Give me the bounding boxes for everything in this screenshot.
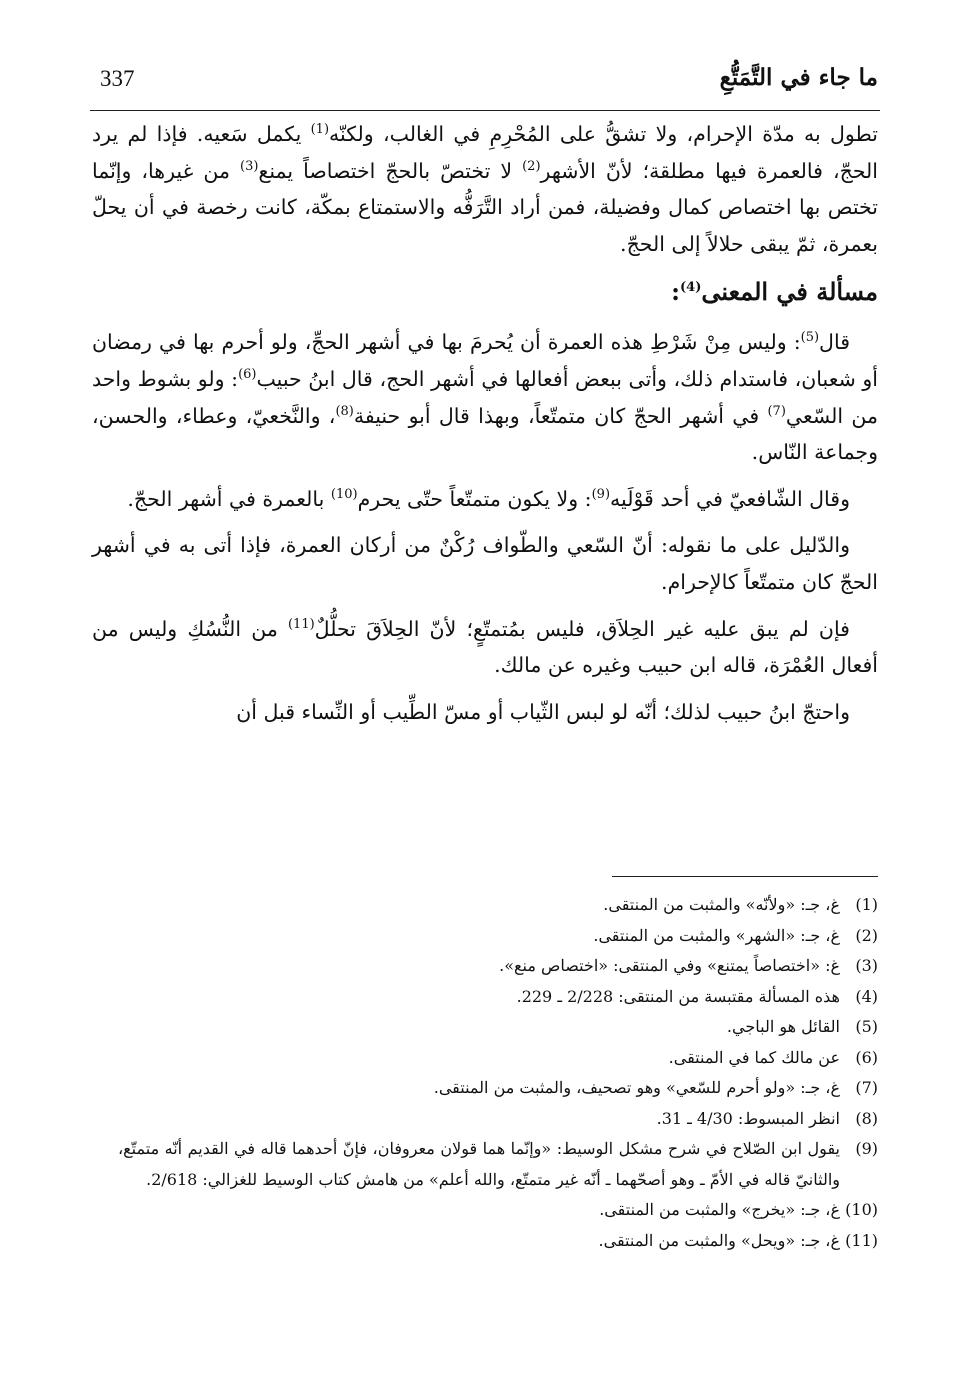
footnote-reference: (6)	[238, 367, 257, 383]
text-run: : ولو بشوط واحد من السّعي	[92, 366, 878, 428]
footnote	[118, 982, 878, 1013]
text-run: ، والنَّخعيّ، وعطاء، والحسن، وجماعة النّاس.	[92, 403, 878, 465]
text-run: يكمل سَعيه. فإذا لم يرد الحجّ، فالعمرة فيها مطلقة؛ لأنّ الأشهر	[92, 122, 879, 183]
footnote-reference: (11)	[287, 616, 315, 632]
footnote-reference: (5)	[800, 330, 820, 346]
footnote-reference: (2)	[522, 158, 541, 174]
footnote-number: (7)	[855, 1078, 878, 1097]
footnote-text: غ، جـ: «ويحل» والمثبت من المنتقى.	[598, 1230, 840, 1250]
footnote-reference: (8)	[335, 403, 354, 419]
text-run: بالعمرة في أشهر الحجّ.	[127, 486, 331, 511]
footnote-reference: (4)	[680, 280, 702, 296]
body-paragraph	[92, 116, 878, 262]
footnote	[118, 1012, 878, 1043]
text-run: : وليس مِنْ شَرْطِ هذه العمرة أن يُحرمَ بها في أشهر الحجِّ، ولو أحرم بها في رمضان أو شعبان، فاستدام ذلك، وأتى ببعض أفعالها في أشهر الحج، قال ابنُ حبيب	[92, 330, 878, 391]
text-run: قال	[819, 330, 850, 355]
text-run: تطول به مدّة الإحرام، ولا تشقُّ على المُحْرِمِ في الغالب، ولكنّه	[329, 122, 878, 146]
page-number: 337	[100, 66, 135, 91]
footnote-number: (6)	[855, 1047, 878, 1067]
footnote-text: القائل هو الباجي.	[726, 1017, 840, 1036]
footnote-text: غ، جـ: «ولو أحرم للسّعي» وهو تصحيف، والمثبت من المنتقى.	[433, 1078, 840, 1097]
footnote	[118, 1043, 878, 1074]
text-run: والدّليل على ما نقوله: أنّ السّعي والطّواف رُكْنٌ من أركان العمرة، فإذا أتى به في أشهر الحجّ كان متمتّعاً كالإحرام.	[92, 533, 878, 594]
footnote	[118, 890, 878, 921]
footnote-text: غ، جـ: «الشهر» والمثبت من المنتقى.	[593, 925, 840, 945]
footnote-reference: (1)	[310, 122, 330, 138]
footnote	[118, 1195, 878, 1226]
text-run: :	[671, 277, 681, 307]
footnote-number: (5)	[855, 1017, 878, 1036]
footnote	[118, 921, 878, 952]
section-heading	[92, 272, 878, 312]
text-run: مسألة في المعنى	[701, 277, 878, 307]
body-paragraph	[92, 481, 878, 518]
footnote-number: (10)	[845, 1200, 878, 1219]
footnote-reference: (9)	[591, 486, 611, 502]
footnote-reference: (7)	[767, 403, 786, 419]
footnote-number: (8)	[855, 1108, 878, 1128]
text-run: فإن لم يبق عليه غير الحِلاَق، فليس بمُتمتّعٍ؛ لأنّ الحِلاَقَ تحلُّلٌ	[314, 616, 850, 641]
body-paragraph	[92, 611, 878, 684]
body-paragraph	[92, 527, 878, 600]
body-paragraph	[92, 694, 878, 731]
footnote-number: (4)	[855, 986, 878, 1006]
text-run: في أشهر الحجّ كان متمتّعاً، وبهذا قال أبو حنيفة	[353, 403, 768, 428]
page-header	[90, 62, 880, 111]
text-run: وقال الشّافعيّ في أحد قَوْلَيه	[610, 486, 850, 511]
body-paragraph	[92, 324, 878, 470]
footnote-reference: (3)	[239, 158, 259, 174]
text-run: : ولا يكون متمتّعاً حتّى يحرم	[357, 486, 592, 511]
text-run: من غيرها، وإنّما تختص بها اختصاص كمال وفضيلة، فمن أراد التَّرَفُّه والاستمتاع بمكّة، كانت رخصة في أن يحلّ بعمرة، ثمّ يبقى حلالاً إلى الحجّ.	[92, 158, 878, 256]
running-title: ما جاء في التَّمَتُّعِ	[719, 64, 878, 91]
footnote	[118, 1073, 878, 1104]
footnote-number: (3)	[855, 956, 878, 975]
footnote	[118, 1226, 878, 1257]
footnote	[118, 1104, 878, 1135]
footnote-number: (1)	[855, 895, 878, 914]
footnote-number: (2)	[855, 925, 878, 945]
main-text	[92, 116, 878, 740]
footnote-number: (9)	[855, 1139, 878, 1158]
footnote	[118, 1134, 878, 1195]
footnote-reference: (10)	[330, 486, 358, 502]
text-run: واحتجّ ابنُ حبيب لذلك؛ أنّه لو لبس الثّياب أو مسّ الطِّيب أو النِّساء قبل أن	[236, 699, 850, 724]
footnote-number: (11)	[845, 1230, 878, 1250]
footnote	[118, 951, 878, 982]
text-run: من النُّسُكِ وليس من أفعال العُمْرَة، قاله ابن حبيب وغيره عن مالك.	[92, 616, 878, 678]
footnote-separator	[612, 876, 878, 877]
footnote-text: غ: «اختصاصاً يمتنع» وفي المنتقى: «اختصاص منع».	[499, 956, 840, 975]
footnote-text: يقول ابن الصّلاح في شرح مشكل الوسيط: «وإنّما هما قولان معروفان، فإنّ أحدهما قاله في القديم أنّه متمتّع، والثانيّ قاله في الأمّ ـ وهو أصحّهما ـ أنّه غير متمتّع، والله أعلم» من هامش كتاب الوسيط للغزالي: 2/618.	[118, 1139, 840, 1189]
footnotes-section	[118, 890, 878, 1256]
footnote-text: هذه المسألة مقتبسة من المنتقى: 2/228 ـ 229.	[516, 986, 840, 1006]
text-run: لا تختصّ بالحجّ اختصاصاً يمنع	[258, 158, 523, 183]
footnote-text: غ، جـ: «يخرج» والمثبت من المنتقى.	[599, 1200, 840, 1219]
footnote-text: انظر المبسوط: 4/30 ـ 31.	[656, 1108, 840, 1128]
footnote-text: عن مالك كما في المنتقى.	[668, 1047, 840, 1067]
footnote-text: غ، جـ: «ولأنّه» والمثبت من المنتقى.	[603, 895, 840, 914]
